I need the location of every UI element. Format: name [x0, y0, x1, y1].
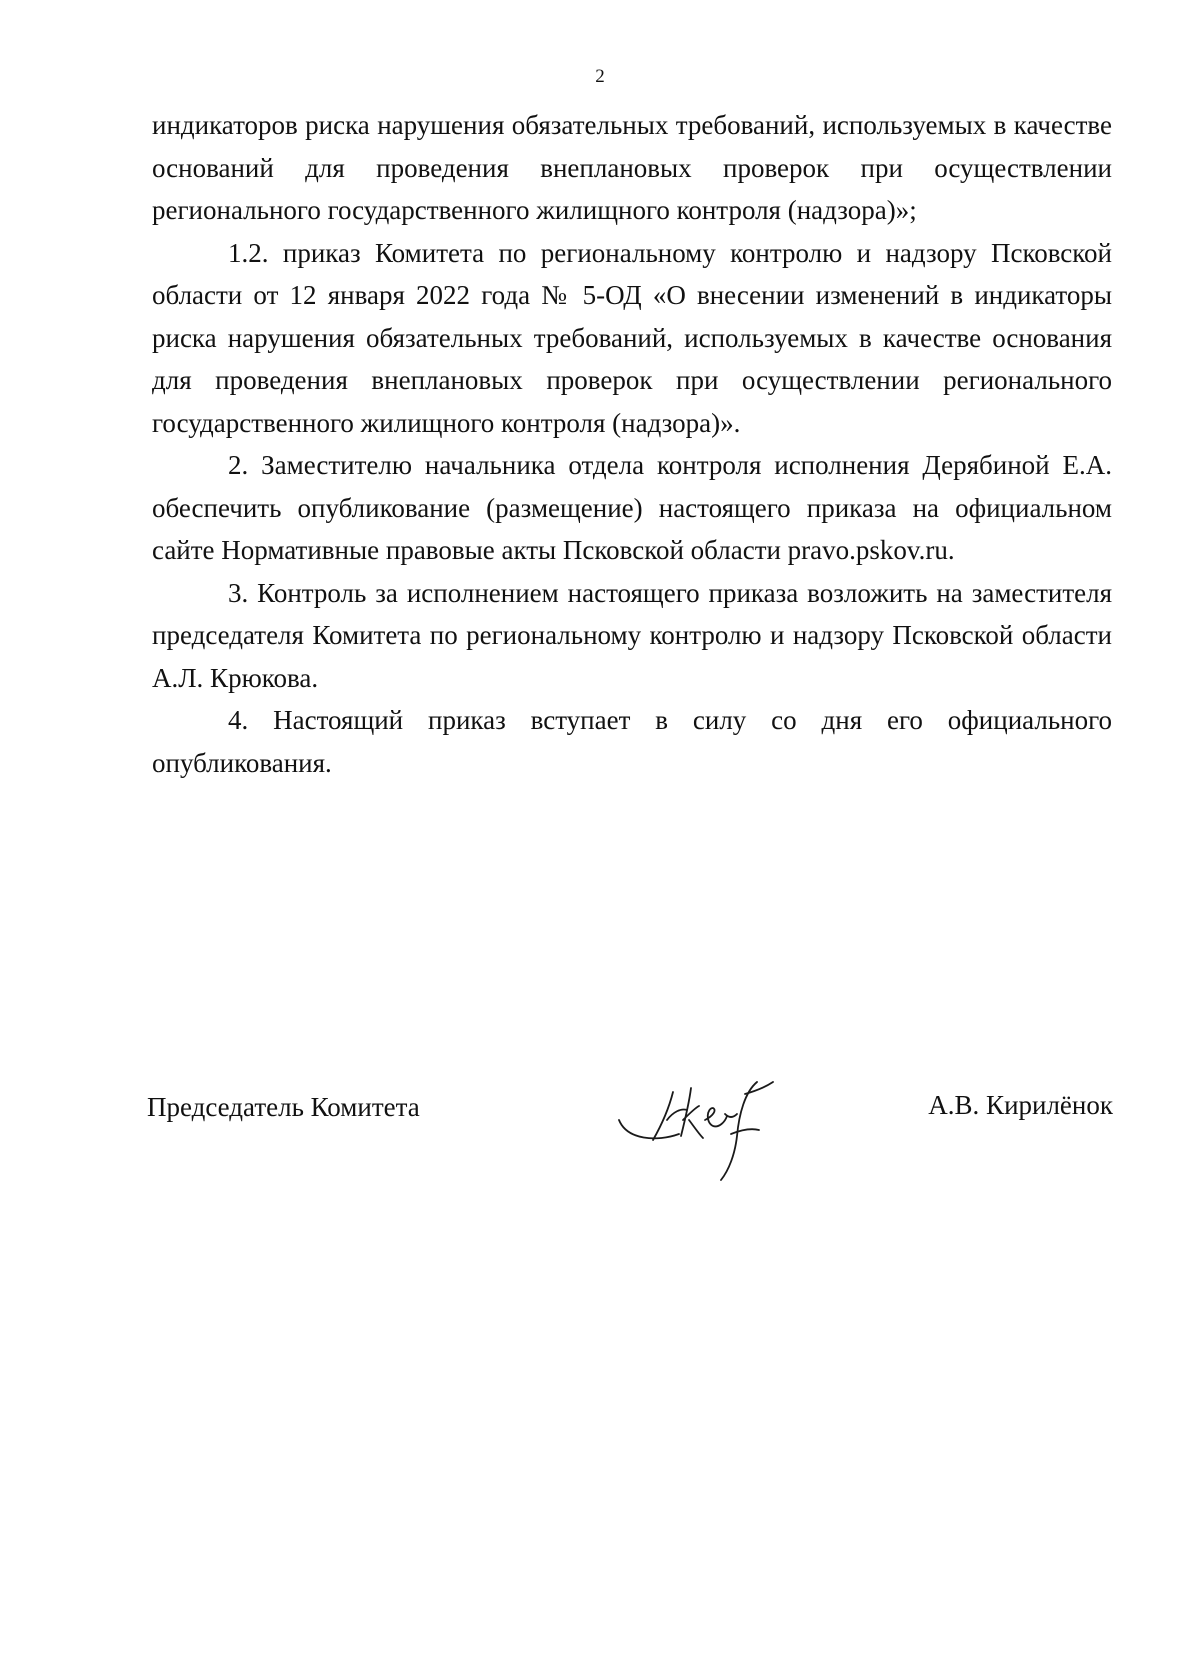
signatory-name: А.В. Кирилёнок	[928, 1090, 1113, 1120]
signatory-role: Председатель Комитета	[147, 1092, 420, 1122]
signature-block	[147, 1074, 1113, 1184]
paragraph-item-4: 4. Настоящий приказ вступает в силу со дня его официального опубликования.	[152, 705, 1112, 778]
page-number: 2	[595, 66, 605, 87]
paragraph-item-3: 3. Контроль за исполнением настоящего приказа возложить на заместителя председателя Комитета по региональному контролю и надзору Псковской области А.Л. Крюкова.	[152, 577, 1112, 693]
paragraph-continuation: индикаторов риска нарушения обязательных требований, используемых в качестве оснований для проведения внеплановых проверок при осуществлении регионального государственного жилищного контроля (надзора)»;	[152, 110, 1112, 225]
document-body	[152, 104, 1112, 784]
paragraph-item-2: 2. Заместителю начальника отдела контроля исполнения Дерябиной Е.А. обеспечить опубликование (размещение) настоящего приказа на официальном сайте Нормативные правовые акты Псковской области pravo.pskov.ru.	[152, 450, 1112, 565]
paragraph-item-1-2: 1.2. приказ Комитета по региональному контролю и надзору Псковской области от 12 января 2022 года № 5-ОД «О внесении изменений в индикаторы риска нарушения обязательных требований, используемых в качестве основания для проведения внеплановых проверок при осуществлении регионального государственного жилищного контроля (надзора)».	[152, 237, 1112, 438]
handwritten-signature-icon	[617, 1074, 787, 1182]
